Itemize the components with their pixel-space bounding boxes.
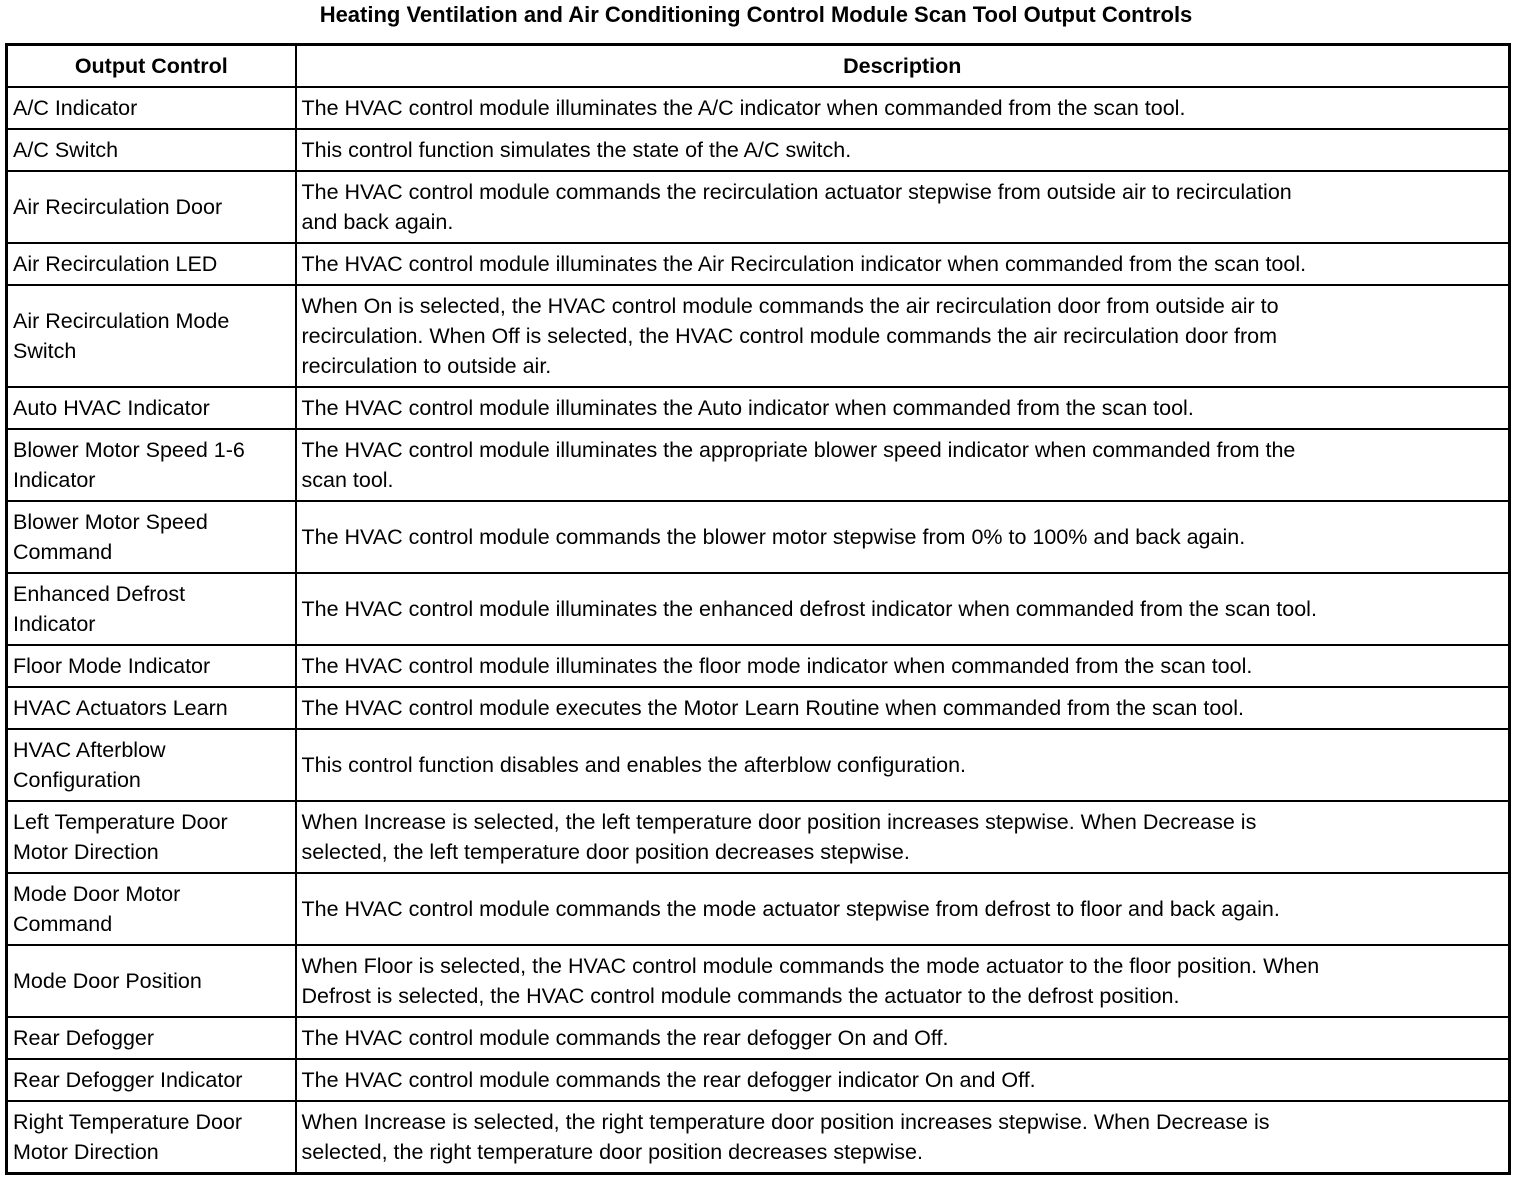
description-cell-line: selected, the left temperature door position decreases stepwise. — [301, 840, 910, 864]
output-control-cell — [7, 1059, 296, 1101]
description-cell-line: The HVAC control module illuminates the appropriate blower speed indicator when commanded from the — [301, 438, 1296, 462]
output-control-cell-line: A/C Indicator — [13, 96, 138, 120]
output-control-cell — [7, 801, 296, 873]
description-cell-line: The HVAC control module commands the blower motor stepwise from 0% to 100% and back again. — [301, 525, 1246, 549]
table-row — [7, 573, 1510, 645]
description-cell — [296, 801, 1510, 873]
description-cell-line: The HVAC control module illuminates the enhanced defrost indicator when commanded from the scan tool. — [301, 597, 1317, 621]
output-control-cell — [7, 873, 296, 945]
table-row — [7, 1059, 1510, 1101]
output-control-cell-line: Rear Defogger — [13, 1026, 155, 1050]
description-cell-line: and back again. — [301, 210, 454, 234]
table-row — [7, 429, 1510, 501]
output-control-cell — [7, 501, 296, 573]
table-row — [7, 1017, 1510, 1059]
table-body — [7, 87, 1510, 1174]
output-control-cell-line: HVAC Afterblow — [13, 738, 166, 762]
description-cell-line: recirculation to outside air. — [301, 354, 552, 378]
output-control-cell-line: Motor Direction — [13, 1140, 159, 1164]
output-control-cell-line: Mode Door Position — [13, 969, 202, 993]
description-cell — [296, 171, 1510, 243]
table-row — [7, 873, 1510, 945]
output-control-cell — [7, 573, 296, 645]
description-cell — [296, 687, 1510, 729]
output-control-cell — [7, 285, 296, 387]
table-row — [7, 645, 1510, 687]
output-control-cell — [7, 387, 296, 429]
output-control-cell-line: Switch — [13, 339, 77, 363]
description-cell-line: The HVAC control module commands the rear defogger indicator On and Off. — [301, 1068, 1036, 1092]
output-control-cell — [7, 129, 296, 171]
output-control-cell-line: Command — [13, 540, 113, 564]
output-controls-table — [5, 43, 1511, 1175]
output-control-cell — [7, 1017, 296, 1059]
header-output-control: Output Control — [7, 45, 296, 88]
output-control-cell-line: Floor Mode Indicator — [13, 654, 211, 678]
output-control-cell-line: Left Temperature Door — [13, 810, 228, 834]
description-cell-line: The HVAC control module executes the Motor Learn Routine when commanded from the scan tool. — [301, 696, 1245, 720]
description-cell-line: The HVAC control module commands the rear defogger On and Off. — [301, 1026, 949, 1050]
description-cell — [296, 573, 1510, 645]
description-cell — [296, 1059, 1510, 1101]
output-control-cell — [7, 687, 296, 729]
description-cell-line: When Floor is selected, the HVAC control module commands the mode actuator to the floor position. When — [301, 954, 1320, 978]
output-control-cell-line: Right Temperature Door — [13, 1110, 243, 1134]
description-cell-line: This control function simulates the state of the A/C switch. — [301, 138, 852, 162]
output-control-cell — [7, 729, 296, 801]
description-cell — [296, 243, 1510, 285]
output-control-cell-line: Motor Direction — [13, 840, 159, 864]
description-cell-line: recirculation. When Off is selected, the HVAC control module commands the air recirculation door from — [301, 324, 1277, 348]
document-title: Heating Ventilation and Air Conditioning Control Module Scan Tool Output Controls — [319, 2, 1193, 27]
table-row — [7, 687, 1510, 729]
table-row — [7, 171, 1510, 243]
description-cell — [296, 729, 1510, 801]
description-cell-line: The HVAC control module illuminates the Air Recirculation indicator when commanded from the scan tool. — [301, 252, 1307, 276]
description-cell — [296, 129, 1510, 171]
output-control-cell-line: Configuration — [13, 768, 141, 792]
output-control-cell — [7, 429, 296, 501]
description-cell-line: The HVAC control module illuminates the A/C indicator when commanded from the scan tool. — [301, 96, 1186, 120]
output-control-cell-line: Auto HVAC Indicator — [13, 396, 210, 420]
output-control-cell-line: Command — [13, 912, 113, 936]
table-row — [7, 87, 1510, 129]
table-row — [7, 501, 1510, 573]
description-cell-line: When Increase is selected, the right temperature door position increases stepwise. When Decrease is — [301, 1110, 1270, 1134]
table-row — [7, 387, 1510, 429]
output-control-cell-line: Indicator — [13, 612, 96, 636]
description-cell — [296, 429, 1510, 501]
table-row — [7, 285, 1510, 387]
output-control-cell-line: Enhanced Defrost — [13, 582, 186, 606]
table-row — [7, 729, 1510, 801]
description-cell — [296, 501, 1510, 573]
output-control-cell — [7, 1101, 296, 1174]
output-control-cell — [7, 243, 296, 285]
output-control-cell-line: Indicator — [13, 468, 96, 492]
output-control-cell-line: Blower Motor Speed 1-6 — [13, 438, 245, 462]
table-row — [7, 1101, 1510, 1174]
output-control-cell — [7, 945, 296, 1017]
output-control-cell-line: A/C Switch — [13, 138, 119, 162]
table-row — [7, 801, 1510, 873]
description-cell-line: This control function disables and enables the afterblow configuration. — [301, 753, 967, 777]
description-cell-line: The HVAC control module commands the mode actuator stepwise from defrost to floor and back again. — [301, 897, 1280, 921]
table-row — [7, 945, 1510, 1017]
output-control-cell-line: Blower Motor Speed — [13, 510, 208, 534]
description-cell-line: When Increase is selected, the left temperature door position increases stepwise. When Decrease is — [301, 810, 1257, 834]
description-cell — [296, 645, 1510, 687]
description-cell-line: selected, the right temperature door position decreases stepwise. — [301, 1140, 923, 1164]
output-control-cell — [7, 87, 296, 129]
description-cell-line: When On is selected, the HVAC control module commands the air recirculation door from outside air to — [301, 294, 1279, 318]
description-cell-line: The HVAC control module commands the recirculation actuator stepwise from outside air to recirculation — [301, 180, 1292, 204]
description-cell-line: The HVAC control module illuminates the floor mode indicator when commanded from the scan tool. — [301, 654, 1253, 678]
description-cell — [296, 1017, 1510, 1059]
output-control-cell-line: Air Recirculation Mode — [13, 309, 230, 333]
table-row — [7, 129, 1510, 171]
table-header-row — [7, 45, 1510, 88]
output-control-cell-line: Mode Door Motor — [13, 882, 181, 906]
output-control-cell — [7, 645, 296, 687]
output-control-cell-line: HVAC Actuators Learn — [13, 696, 228, 720]
output-control-cell — [7, 171, 296, 243]
description-cell-line: scan tool. — [301, 468, 394, 492]
description-cell — [296, 873, 1510, 945]
header-description: Description — [296, 45, 1510, 88]
description-cell — [296, 1101, 1510, 1174]
description-cell-line: The HVAC control module illuminates the Auto indicator when commanded from the scan tool. — [301, 396, 1194, 420]
description-cell — [296, 285, 1510, 387]
output-control-cell-line: Rear Defogger Indicator — [13, 1068, 243, 1092]
output-control-cell-line: Air Recirculation LED — [13, 252, 218, 276]
description-cell — [296, 87, 1510, 129]
description-cell — [296, 387, 1510, 429]
table-row — [7, 243, 1510, 285]
output-control-cell-line: Air Recirculation Door — [13, 195, 223, 219]
description-cell-line: Defrost is selected, the HVAC control module commands the actuator to the defrost position. — [301, 984, 1180, 1008]
description-cell — [296, 945, 1510, 1017]
